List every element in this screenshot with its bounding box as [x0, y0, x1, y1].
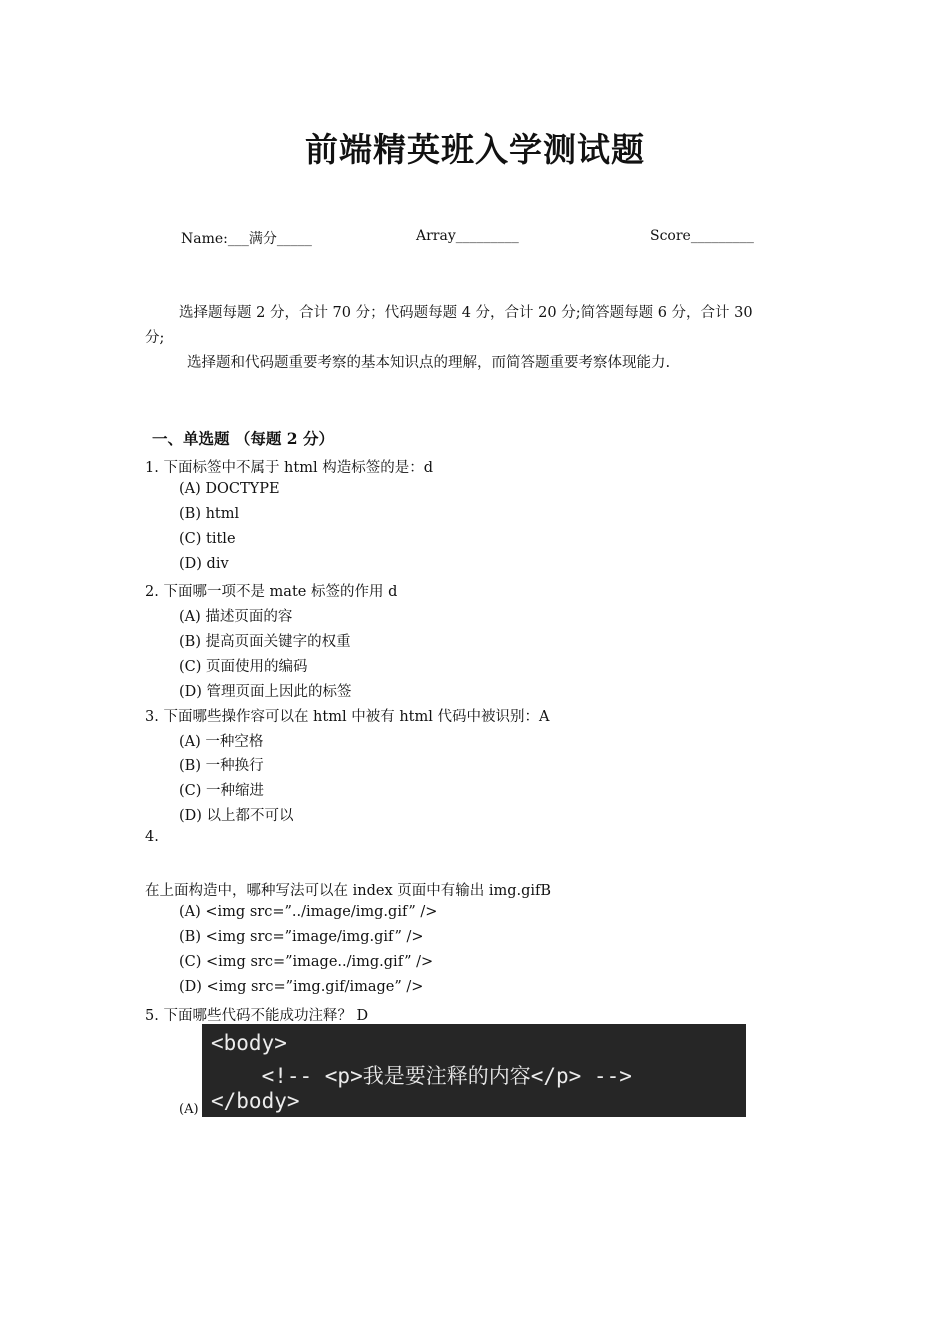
- score-field: Score_________: [650, 228, 754, 244]
- question-3-option-d: (D) 以上都不可以: [179, 808, 294, 824]
- question-1-option-d: (D) div: [179, 556, 229, 572]
- question-4-stem: 在上面构造中，哪种写法可以在 index 页面中有输出 img.gifB: [145, 883, 552, 899]
- question-2-option-c: (C) 页面使用的编码: [179, 659, 308, 675]
- question-2-option-a: (A) 描述页面的容: [179, 609, 293, 625]
- question-2-stem: 2. 下面哪一项不是 mate 标签的作用 d: [145, 584, 398, 600]
- array-field: Array_________: [416, 228, 519, 244]
- question-4-number: 4.: [145, 829, 159, 845]
- question-2-option-b: (B) 提高页面关键字的权重: [179, 634, 351, 650]
- question-1-option-c: (C) title: [179, 531, 236, 547]
- intro-line-1: 选择题每题 2 分，合计 70 分；代码题每题 4 分，合计 20 分;简答题每题 6 分，合计 30: [179, 305, 753, 321]
- question-4-option-d: (D) <img src=”img.gif/image” />: [179, 979, 424, 995]
- question-1-option-b: (B) html: [179, 506, 240, 522]
- code-line-2: <!-- <p>我是要注释的内容</p> -->: [211, 1064, 632, 1088]
- question-1-stem: 1. 下面标签中不属于 html 构造标签的是：d: [145, 460, 433, 476]
- question-5-stem: 5. 下面哪些代码不能成功注释？ D: [145, 1008, 369, 1024]
- section-heading: 一、单选题 （每题 2 分）: [152, 429, 334, 448]
- question-3-option-b: (B) 一种换行: [179, 758, 264, 774]
- page-title: 前端精英班入学测试题: [305, 130, 645, 169]
- intro-line-2: 选择题和代码题重要考察的基本知识点的理解，而简答题重要考察体现能力.: [187, 355, 671, 371]
- question-3-option-a: (A) 一种空格: [179, 734, 264, 750]
- question-3-option-c: (C) 一种缩进: [179, 783, 265, 799]
- question-1-option-a: (A) DOCTYPE: [179, 481, 280, 497]
- question-3-stem: 3. 下面哪些操作容可以在 html 中被有 html 代码中被识别：A: [145, 709, 550, 725]
- question-4-option-c: (C) <img src=”image../img.gif” />: [179, 954, 434, 970]
- name-field: Name:___满分_____: [181, 231, 312, 247]
- question-5-option-a-label: (A): [179, 1102, 199, 1117]
- question-4-option-a: (A) <img src=”../image/img.gif” />: [179, 904, 438, 920]
- code-line-1: <body>: [211, 1031, 287, 1055]
- code-line-3: </body>: [211, 1089, 300, 1113]
- question-2-option-d: (D) 管理页面上因此的标签: [179, 684, 352, 700]
- code-snippet-image: [202, 1024, 746, 1117]
- question-4-option-b: (B) <img src=”image/img.gif” />: [179, 929, 424, 945]
- intro-line-1-wrap: 分;: [145, 330, 165, 346]
